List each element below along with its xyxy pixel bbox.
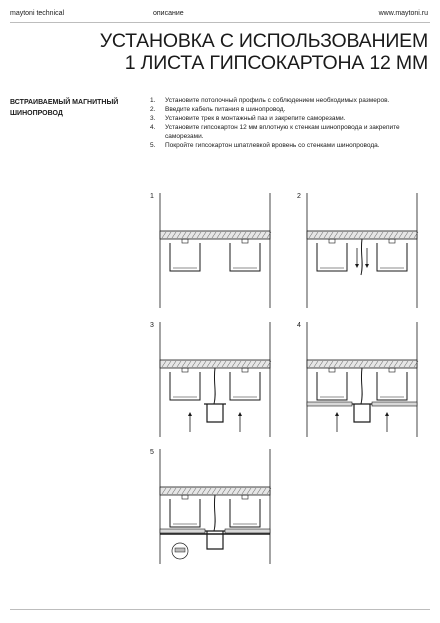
gypsum-board-right bbox=[372, 402, 417, 406]
mount-arrow-head bbox=[238, 412, 242, 416]
magnetic-track bbox=[207, 404, 223, 422]
ceiling-profile bbox=[377, 243, 407, 271]
ceiling-slab bbox=[160, 360, 270, 368]
product-heading-line-1: ВСТРАИВАЕМЫЙ МАГНИТНЫЙ bbox=[10, 99, 119, 106]
hanger-bracket bbox=[329, 368, 335, 372]
ceiling-slab bbox=[307, 231, 417, 239]
hanger-bracket bbox=[242, 368, 248, 372]
ceiling-profile bbox=[170, 499, 200, 527]
ceiling-slab bbox=[307, 360, 417, 368]
hanger-bracket bbox=[182, 495, 188, 499]
step-number: 2. bbox=[150, 106, 156, 113]
hanger-bracket bbox=[182, 239, 188, 243]
figure-step-1 bbox=[150, 193, 280, 308]
ceiling-profile bbox=[317, 372, 347, 400]
hanger-bracket bbox=[182, 368, 188, 372]
brand-label: maytoni technical bbox=[10, 10, 65, 17]
figure-step-2 bbox=[297, 193, 427, 308]
product-heading bbox=[10, 97, 140, 119]
ceiling-profile bbox=[230, 499, 260, 527]
figure-number: 4 bbox=[297, 322, 301, 329]
power-cable bbox=[214, 495, 215, 531]
installation-diagram-2 bbox=[297, 193, 427, 308]
figure-number: 2 bbox=[297, 193, 301, 200]
step-text: Установите гипсокартон 12 мм вплотную к стенкам шинопровода и закрепите саморезами. bbox=[165, 124, 400, 140]
ceiling-slab bbox=[160, 487, 270, 495]
power-cable bbox=[361, 239, 362, 275]
power-cable bbox=[214, 368, 215, 404]
figure-number: 3 bbox=[150, 322, 154, 329]
installation-diagram-5 bbox=[150, 449, 280, 564]
step-item bbox=[150, 141, 408, 150]
mount-arrow-head bbox=[188, 412, 192, 416]
hanger-bracket bbox=[389, 368, 395, 372]
mount-arrow-head bbox=[335, 412, 339, 416]
ceiling-profile bbox=[170, 243, 200, 271]
cable-arrow-head bbox=[355, 264, 359, 268]
mount-arrow-head bbox=[385, 412, 389, 416]
hanger-bracket bbox=[242, 495, 248, 499]
step-item bbox=[150, 114, 408, 123]
figure-step-4 bbox=[297, 322, 427, 437]
step-text: Покройте гипсокартон шпатлевкой вровень со стенками шинопровода. bbox=[165, 142, 380, 149]
trowel-icon bbox=[175, 548, 185, 552]
step-item bbox=[150, 105, 408, 114]
installation-diagram-4 bbox=[297, 322, 427, 437]
ceiling-profile bbox=[230, 372, 260, 400]
figure-step-3 bbox=[150, 322, 280, 437]
cable-arrow-head bbox=[365, 264, 369, 268]
ceiling-profile bbox=[170, 372, 200, 400]
website-label: www.maytoni.ru bbox=[378, 10, 428, 17]
section-label: описание bbox=[153, 10, 184, 17]
ceiling-slab bbox=[160, 231, 270, 239]
hanger-bracket bbox=[329, 239, 335, 243]
hanger-bracket bbox=[389, 239, 395, 243]
ceiling-profile bbox=[317, 243, 347, 271]
footer-divider bbox=[10, 609, 430, 610]
step-text: Установите трек в монтажный паз и закрепите саморезами. bbox=[165, 115, 346, 122]
figure-step-5 bbox=[150, 449, 280, 564]
ceiling-profile bbox=[377, 372, 407, 400]
step-item bbox=[150, 123, 408, 141]
gypsum-board-left bbox=[307, 402, 352, 406]
title-line-1: УСТАНОВКА С ИСПОЛЬЗОВАНИЕМ bbox=[99, 30, 428, 52]
product-heading-line-2: ШИНОПРОВОД bbox=[10, 110, 63, 117]
installation-steps bbox=[150, 96, 408, 150]
ceiling-profile bbox=[230, 243, 260, 271]
gypsum-board-left bbox=[160, 529, 205, 533]
step-number: 5. bbox=[150, 142, 156, 149]
figure-number: 5 bbox=[150, 449, 154, 456]
power-cable bbox=[361, 368, 362, 404]
step-number: 3. bbox=[150, 115, 156, 122]
gypsum-board-right bbox=[225, 529, 270, 533]
magnetic-track bbox=[354, 404, 370, 422]
installation-diagram-1 bbox=[150, 193, 280, 308]
title-line-2: 1 ЛИСТА ГИПСОКАРТОНА 12 ММ bbox=[124, 52, 428, 74]
step-number: 1. bbox=[150, 97, 156, 104]
step-number: 4. bbox=[150, 124, 156, 131]
step-text: Введите кабель питания в шинопровод. bbox=[165, 106, 286, 113]
hanger-bracket bbox=[242, 239, 248, 243]
step-item bbox=[150, 96, 408, 105]
step-text: Установите потолочный профиль с соблюдением необходимых размеров. bbox=[165, 97, 390, 104]
installation-diagram-3 bbox=[150, 322, 280, 437]
figure-number: 1 bbox=[150, 193, 154, 200]
page-title bbox=[100, 30, 428, 74]
header-divider bbox=[10, 22, 430, 23]
